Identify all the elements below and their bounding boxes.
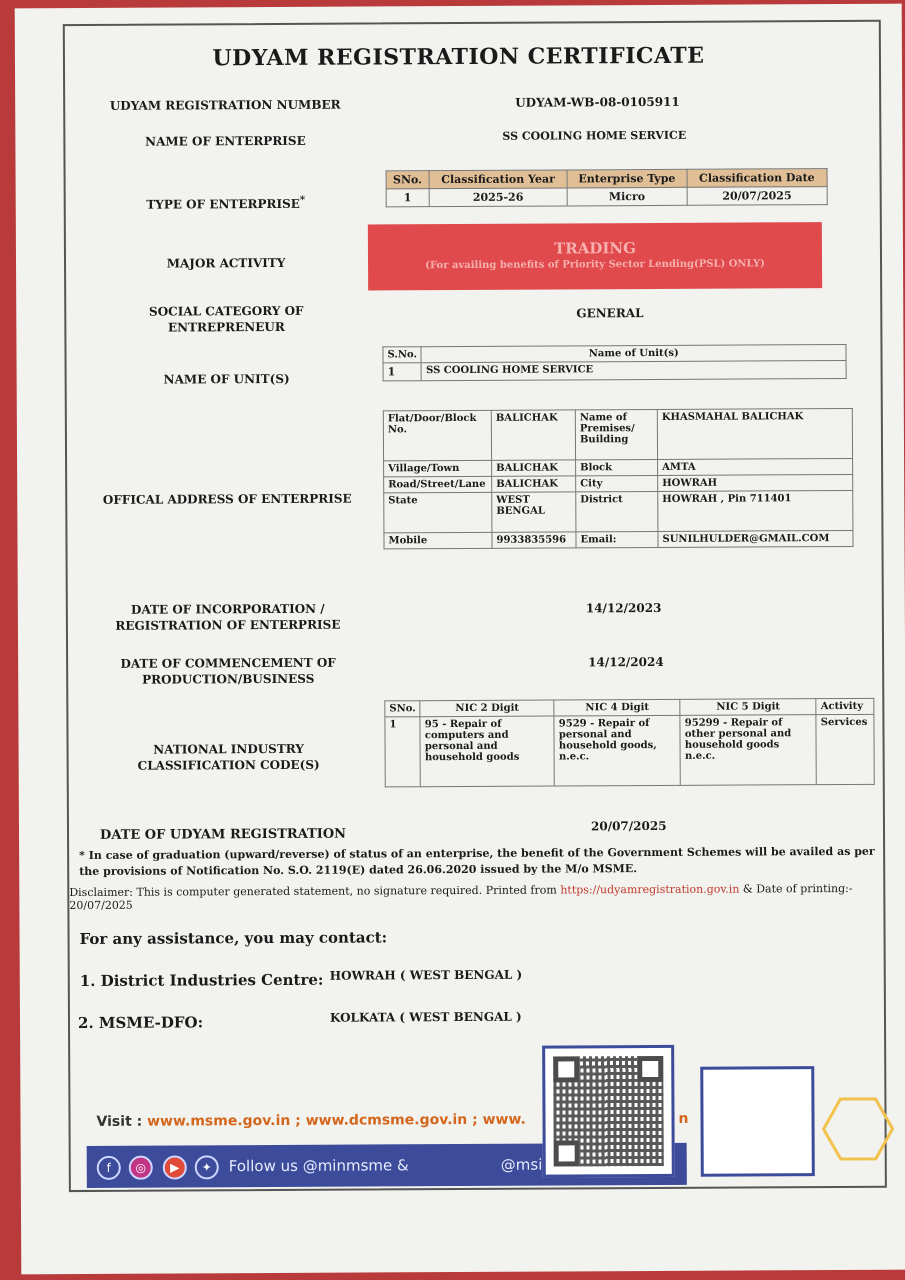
city-label: City [576,475,658,491]
table-header: Classification Year [429,170,567,189]
village-label: Village/Town [384,460,492,477]
dic-label: 1. District Industries Centre: [79,970,324,991]
hexagon-decoration [820,1094,900,1174]
nic-label: NATIONAL INDUSTRY CLASSIFICATION CODE(S) [137,741,320,773]
table-row [384,530,853,548]
table-row [383,360,846,380]
table-cell: 1 [386,189,429,207]
qr-eye [637,1056,663,1082]
commencement-value: 14/12/2024 [588,654,664,670]
table-cell: 95299 - Repair of other personal and household goods n.e.c. [680,715,816,786]
table-cell: SS COOLING HOME SERVICE [422,360,847,380]
visit-tail-text: n [678,1110,689,1127]
table-cell: 2025-26 [429,188,567,207]
type-label-text: TYPE OF ENTERPRISE [146,196,300,212]
table-cell: Services [816,714,874,784]
instagram-icon[interactable]: ◎ [129,1156,153,1180]
qr-eye [553,1056,579,1082]
table-row [385,714,874,787]
commencement-label: DATE OF COMMENCEMENT OF PRODUCTION/BUSINESS [120,655,336,687]
table-cell: 1 [385,717,421,787]
table-cell: Micro [567,187,687,206]
incorporation-label: DATE OF INCORPORATION / REGISTRATION OF ENTERPRISE [115,601,341,633]
city-value: HOWRAH [658,474,853,491]
type-star: * [299,194,306,206]
enterprise-name-label: NAME OF ENTERPRISE [145,133,306,149]
road-value: BALICHAK [492,476,576,492]
dfo-value: KOLKATA ( WEST BENGAL ) [329,1009,522,1025]
type-label [96,193,356,213]
certificate-paper [15,4,905,1275]
table-cell: 20/07/2025 [687,187,828,206]
table-header: Enterprise Type [567,169,687,188]
table-header: SNo. [386,171,429,189]
mobile-value: 9933835596 [492,532,576,548]
graduation-note: * In case of graduation (upward/reverse) of status of an enterprise, the benefit of the Government Schemes will be availed as per the provisions of Notification No. S.O. 2119(E) dated 26.06.2020 issued by the M/o MSME. [79,844,875,879]
twitter-icon[interactable]: ✦ [195,1155,219,1179]
district-value: HOWRAH , Pin 711401 [658,490,853,531]
classification-table [386,168,828,207]
table-row [386,169,827,189]
email-label: Email: [576,531,658,547]
disclaimer-text: Disclaimer: This is computer generated statement, no signature required. Printed from [69,883,561,900]
block-label: Block [576,459,658,475]
dic-value: HOWRAH ( WEST BENGAL ) [329,967,523,983]
reg-number-value: UDYAM-WB-08-0105911 [515,94,680,110]
table-row [383,408,852,460]
table-header: NIC 4 Digit [554,699,680,716]
follow-handle-tail: @msi [500,1155,543,1174]
table-header: Activity [816,698,874,714]
disclaimer [69,882,895,912]
visit-label: Visit : [96,1113,148,1130]
address-table [383,408,854,549]
table-header: S.No. [383,347,422,363]
table-header: SNo. [385,701,420,717]
table-row [386,187,827,207]
major-activity-value: TRADING [554,239,636,258]
table-cell: 1 [383,363,422,381]
assistance-heading: For any assistance, you may contact: [79,928,388,949]
visit-urls[interactable]: www.msme.gov.in ; www.dcmsme.gov.in ; www. [147,1111,526,1130]
mobile-label: Mobile [384,532,492,549]
flat-label: Flat/Door/Block No. [383,410,491,461]
enterprise-name-value: SS COOLING HOME SERVICE [502,128,687,143]
units-table [382,344,846,381]
qr-eye [554,1140,580,1166]
table-header: Classification Date [687,169,828,188]
nic-table [384,698,874,788]
youtube-icon[interactable]: ▶ [163,1155,187,1179]
email-value: SUNILHULDER@GMAIL.COM [658,530,853,547]
state-label: State [384,492,492,533]
qr-pattern [553,1056,664,1167]
table-cell: 9529 - Repair of personal and household goods, n.e.c. [554,715,680,786]
certificate-title: UDYAM REGISTRATION CERTIFICATE [212,42,705,72]
block-value: AMTA [658,458,853,475]
table-cell: 95 - Repair of computers and personal and household goods [420,716,554,787]
social-category-label: SOCIAL CATEGORY OF ENTREPRENEUR [148,303,304,335]
facebook-icon[interactable]: f [97,1156,121,1180]
district-label: District [576,491,658,531]
udyam-date-value: 20/07/2025 [590,818,667,834]
social-category-value: GENERAL [576,306,644,321]
reg-number-label: UDYAM REGISTRATION NUMBER [109,97,341,113]
road-label: Road/Street/Lane [384,476,492,493]
table-row [384,490,853,532]
dfo-label: 2. MSME-DFO: [77,1013,204,1033]
follow-us-text: Follow us @minmsme & [228,1156,409,1176]
premises-label: Name of Premises/ Building [575,409,657,459]
table-header: Name of Unit(s) [421,344,846,362]
udyam-link[interactable]: https://udyamregistration.gov.in [560,882,740,897]
disclaimer-date: & Date of printing:- 20/07/2025 [69,881,853,913]
qr-code [542,1045,675,1178]
table-header: NIC 2 Digit [420,700,554,717]
address-label: OFFICAL ADDRESS OF ENTERPRISE [102,491,352,507]
major-activity-box [368,222,822,290]
state-value: WEST BENGAL [492,492,576,532]
visit-tail [678,1111,688,1127]
visit-line [96,1112,525,1130]
major-activity-label: MAJOR ACTIVITY [166,255,286,271]
photo-box [700,1066,815,1177]
units-label: NAME OF UNIT(S) [163,371,290,387]
premises-value: KHASMAHAL BALICHAK [657,408,852,459]
village-value: BALICHAK [492,460,576,476]
major-activity-sub: (For availing benefits of Priority Sector Lending(PSL) ONLY) [425,258,765,272]
udyam-date-label: DATE OF UDYAM REGISTRATION [99,826,347,843]
flat-value: BALICHAK [491,410,575,460]
incorporation-value: 14/12/2023 [585,600,662,616]
table-header: NIC 5 Digit [680,699,816,716]
